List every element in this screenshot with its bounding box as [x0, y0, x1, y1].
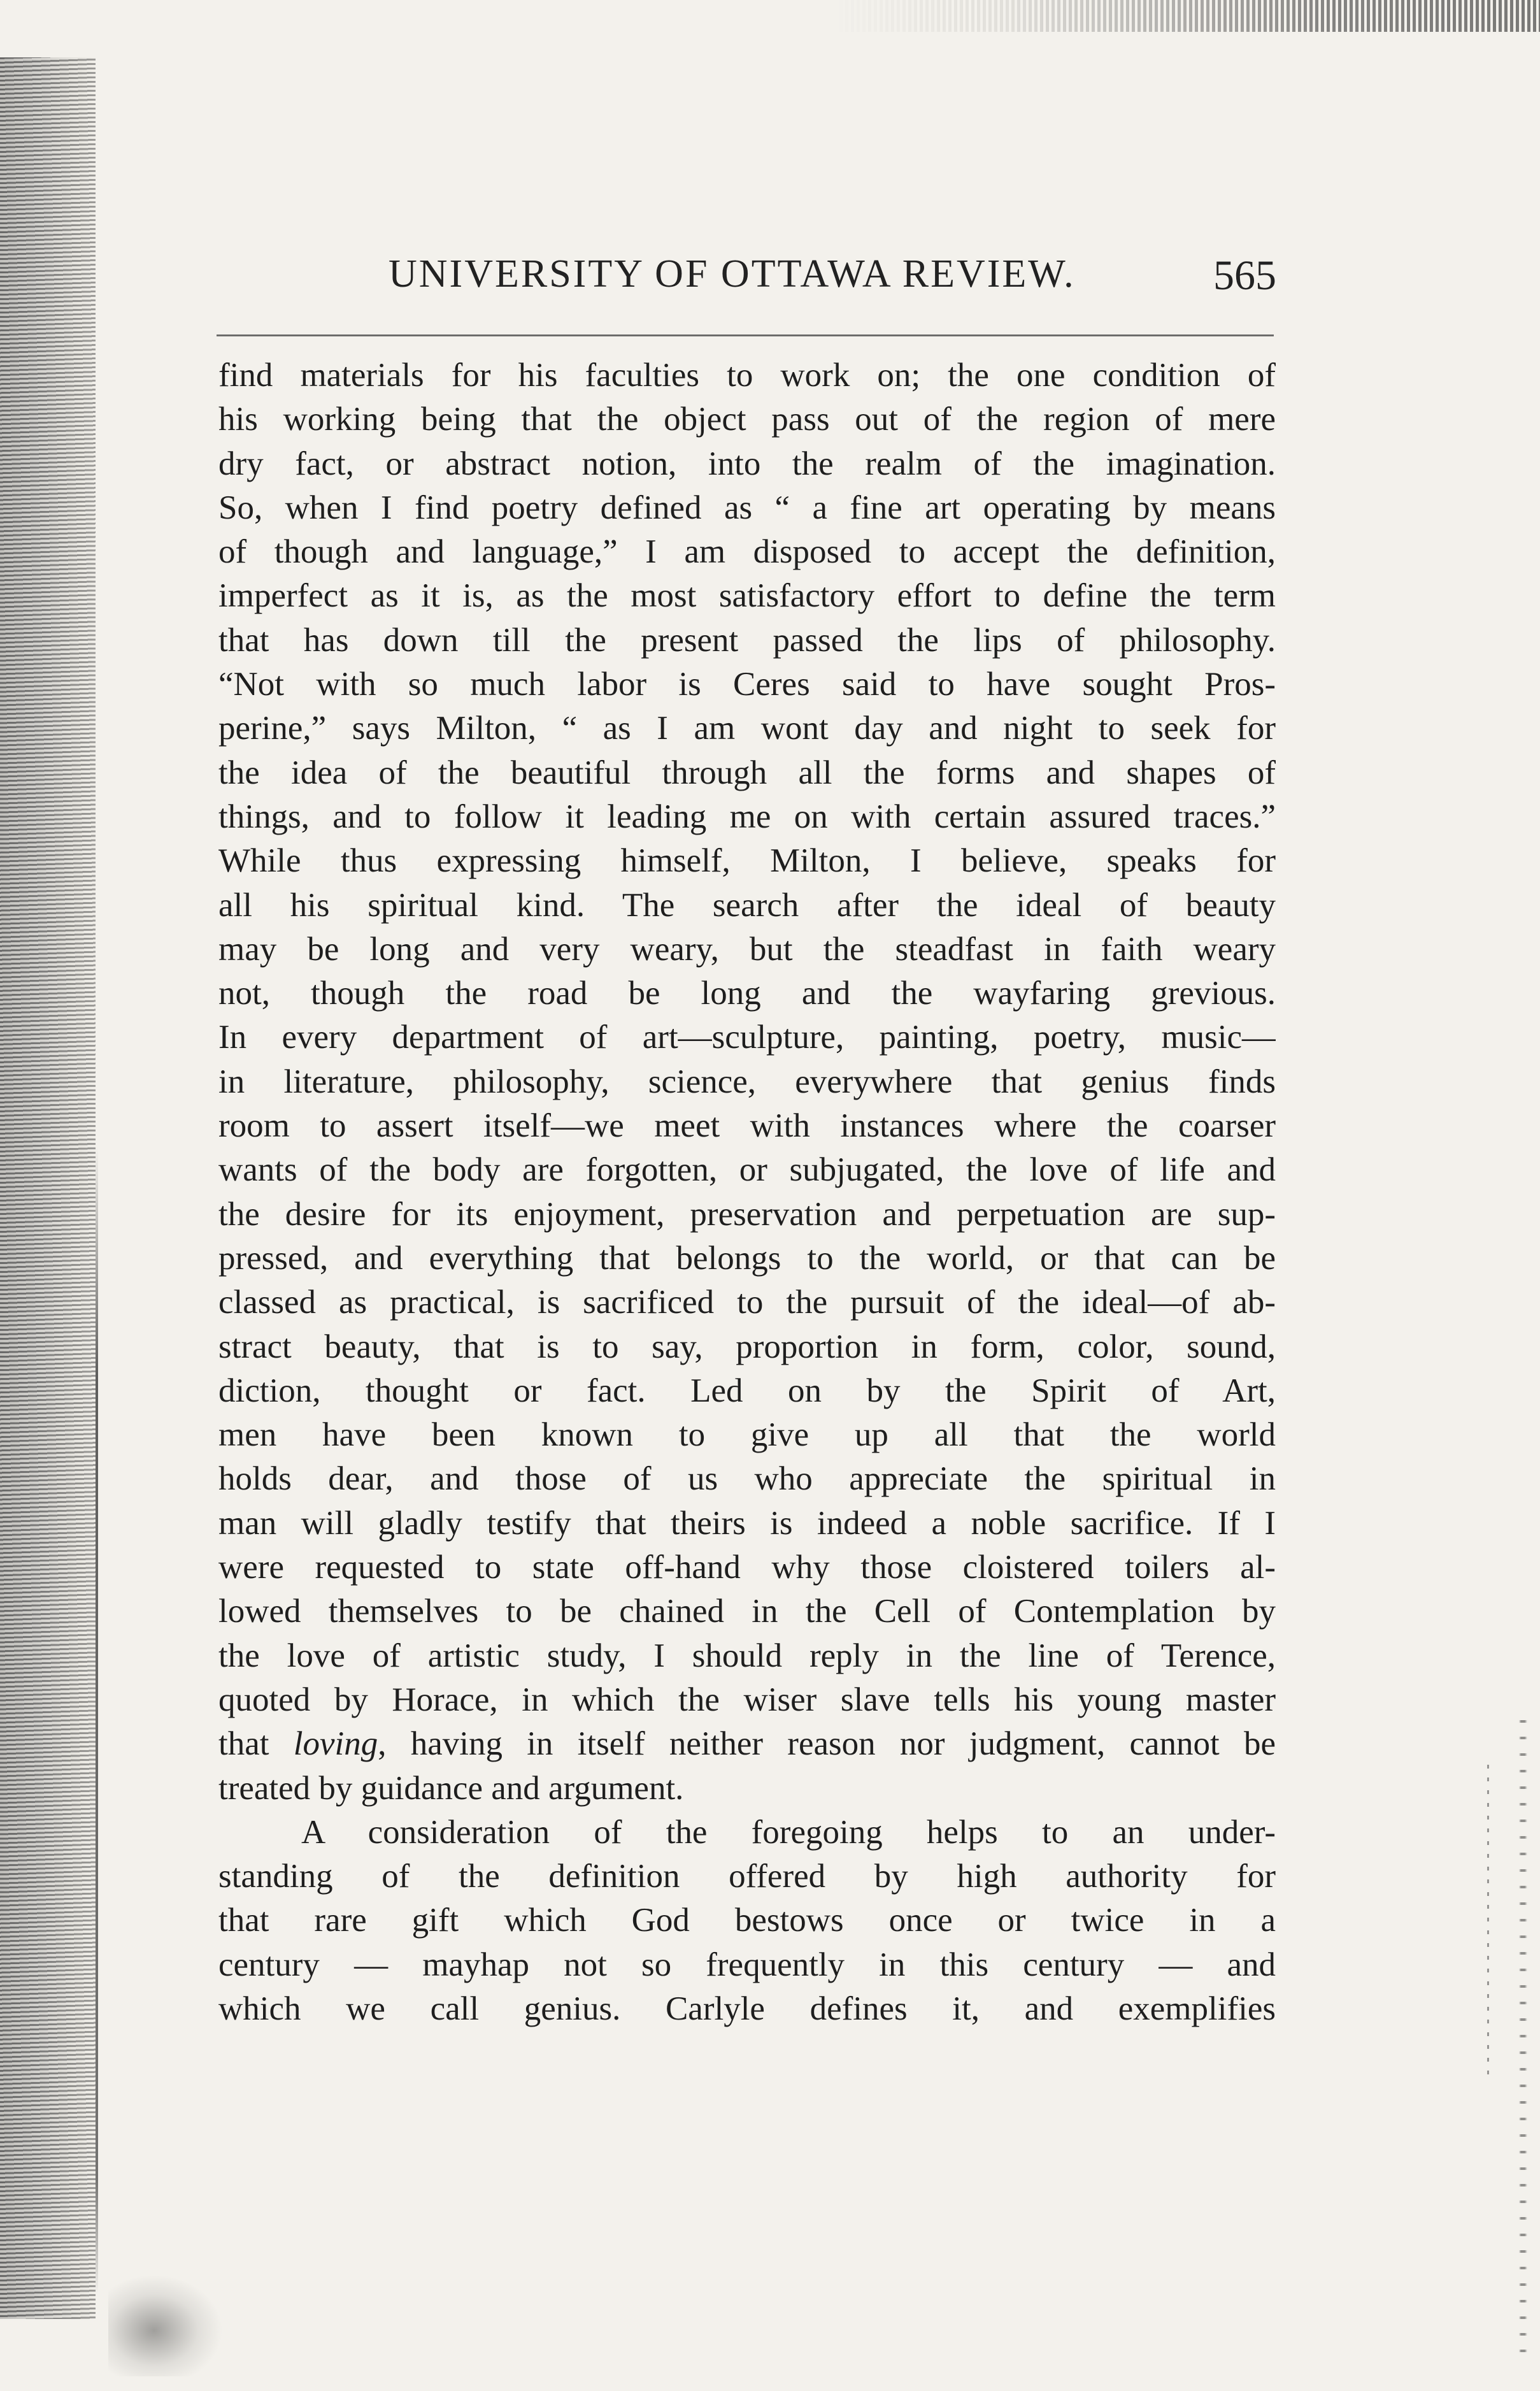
text-line: quoted by Horace, in which the wiser slave tells his young master — [218, 1681, 1276, 1718]
header-rule — [217, 334, 1274, 336]
page-number: 565 — [1213, 252, 1276, 299]
text-line: all his spiritual kind. The search after the ideal of beauty — [218, 886, 1276, 924]
text-line: holds dear, and those of us who appreciate the spiritual in — [218, 1460, 1276, 1498]
text-line: So, when I find poetry defined as “ a fine art operating by means — [218, 489, 1276, 526]
text-line: diction, thought or fact. Led on by the Spirit of Art, — [218, 1372, 1276, 1409]
text-line: perine,” says Milton, “ as I am wont day and night to seek for — [218, 710, 1276, 747]
text-line: classed as practical, is sacrificed to the pursuit of the ideal—of ab- — [218, 1284, 1276, 1321]
text-line: imperfect as it is, as the most satisfactory effort to define the term — [218, 577, 1276, 615]
text-line: in literature, philosophy, science, everywhere that genius finds — [218, 1063, 1276, 1100]
text-line: which we call genius. Carlyle defines it, and exemplifies — [218, 1990, 1276, 2027]
text-line: “Not with so much labor is Ceres said to have sought Pros- — [218, 666, 1276, 703]
text-line: of though and language,” I am disposed to accept the definition, — [218, 533, 1276, 571]
text-line: the idea of the beautiful through all the forms and shapes of — [218, 754, 1276, 791]
text-line: While thus expressing himself, Milton, I believe, speaks for — [218, 842, 1276, 880]
text-line: not, though the road be long and the wayfaring grevious. — [218, 975, 1276, 1012]
text-line: room to assert itself—we meet with instances where the coarser — [218, 1107, 1276, 1145]
binding-edge — [0, 57, 96, 2319]
text-line: that rare gift which God bestows once or twice in a — [218, 1902, 1276, 1939]
text-line: stract beauty, that is to say, proportion in form, color, sound, — [218, 1328, 1276, 1365]
text-line: may be long and very weary, but the steadfast in faith weary — [218, 930, 1276, 968]
text-line: find materials for his faculties to work on; the one condition of — [218, 357, 1276, 394]
text-line: that has down till the present passed the lips of philosophy. — [218, 621, 1276, 659]
text-line: his working being that the object pass out of the region of mere — [218, 401, 1276, 438]
text-line: dry fact, or abstract notion, into the realm of the imagination. — [218, 445, 1276, 482]
text-line: century — mayhap not so frequently in this century — and — [218, 1946, 1276, 1983]
text-line: the desire for its enjoyment, preservation and perpetuation are sup- — [218, 1195, 1276, 1233]
running-head: UNIVERSITY OF OTTAWA REVIEW. — [389, 252, 1076, 296]
text-line: standing of the definition offered by high authority for — [218, 1858, 1276, 1895]
paragraph-start-line: A consideration of the foregoing helps to an under- — [301, 1813, 1276, 1851]
text-line: that loving, having in itself neither reason nor judgment, cannot be — [218, 1725, 1276, 1763]
scan-noise-top — [828, 0, 1540, 32]
text-line: things, and to follow it leading me on with certain assured traces.” — [218, 798, 1276, 835]
scan-smudge-bottom — [108, 2274, 223, 2376]
scan-noise-right — [1484, 1720, 1535, 2357]
italic-word: loving — [293, 1725, 378, 1763]
text-line: were requested to state off-hand why those cloistered toilers al- — [218, 1549, 1276, 1586]
text-line: pressed, and everything that belongs to the world, or that can be — [218, 1239, 1276, 1277]
body-text — [218, 354, 1276, 2031]
page-header — [344, 252, 1299, 309]
text-line: lowed themselves to be chained in the Cell of Contemplation by — [218, 1593, 1276, 1630]
scan-noise-right-dash — [1487, 1765, 1489, 2083]
text-line: wants of the body are forgotten, or subjugated, the love of life and — [218, 1151, 1276, 1189]
paragraph-end-line: treated by guidance and argument. — [218, 1769, 684, 1807]
binding-shadow-line — [96, 1147, 98, 2294]
text-line: the love of artistic study, I should reply in the line of Terence, — [218, 1637, 1276, 1674]
text-line: men have been known to give up all that the world — [218, 1416, 1276, 1454]
text-line: man will gladly testify that theirs is indeed a noble sacrifice. If I — [218, 1504, 1276, 1542]
text-line: In every department of art—sculpture, painting, poetry, music— — [218, 1019, 1276, 1056]
